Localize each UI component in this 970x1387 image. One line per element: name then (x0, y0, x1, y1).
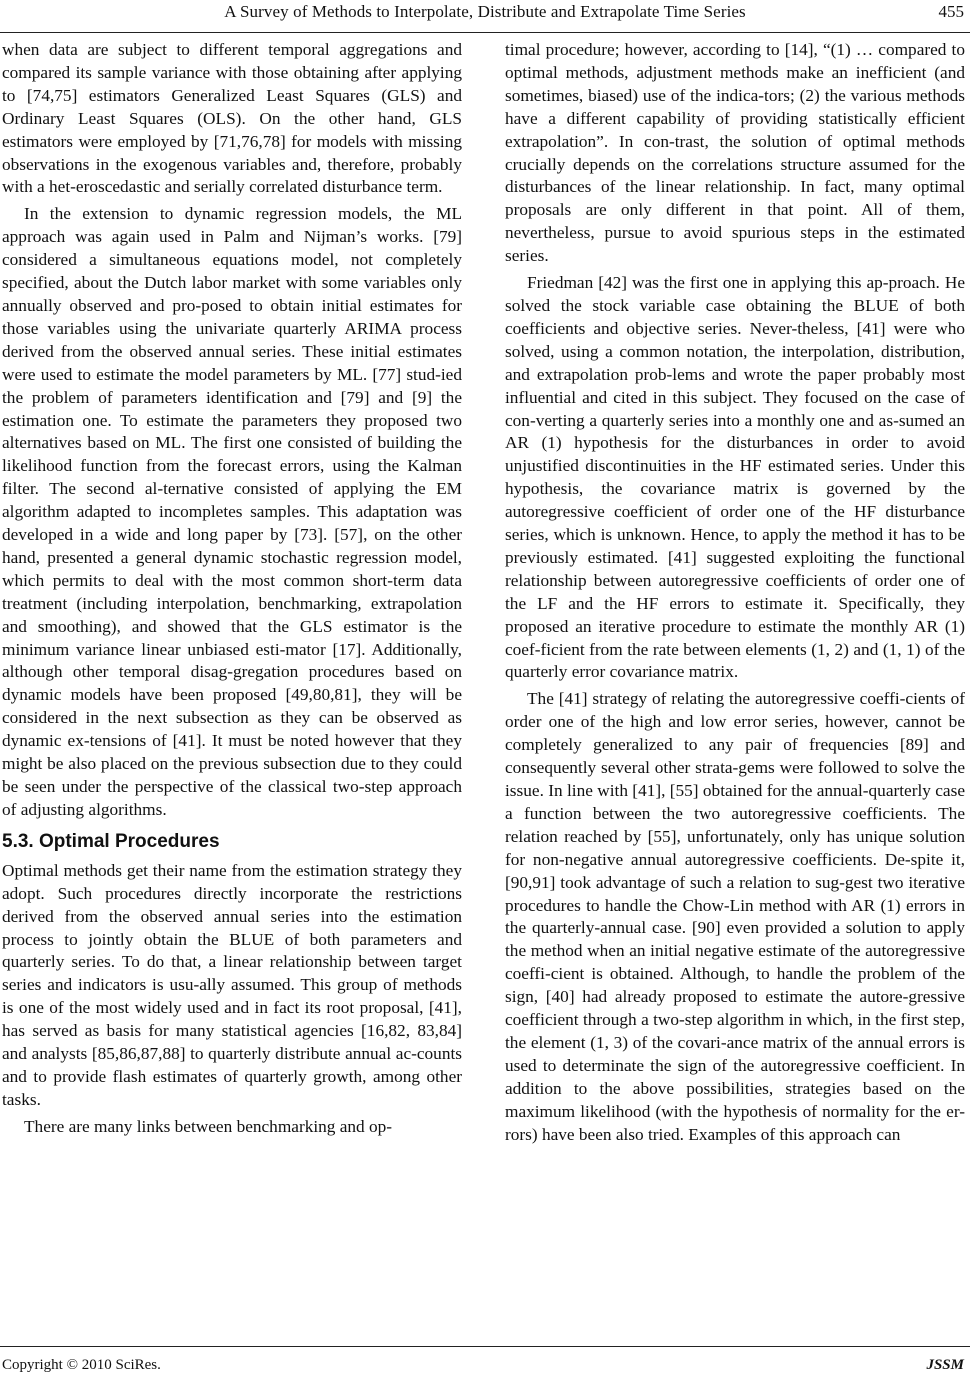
left-column (2, 39, 462, 1139)
right-column (505, 39, 965, 1147)
journal-abbreviation: JSSM (926, 1357, 964, 1373)
paragraph: Friedman [42] was the first one in applying this ap-proach. He solved the stock variable case obtaining the BLUE of both coefficients and objective series. Never-theless, [41] were who solved, using a common notation, the interpolation, distribution, and extrapolation prob-lems and wrote the paper probably most influential and cited in this subject. They focused on the case of con-verting a quarterly series into a monthly one and as-sumed an AR (1) hypothesis for the disturbances in order to avoid unjustified discontinuities in the HF estimated series. Under this hypothesis, the covariance matrix is governed by the autoregressive coefficient of order one of the HF disturbance series, which is unknown. Hence, to apply the method it has to be previously estimated. [41] suggested exploiting the functional relationship between autoregressive coefficients of order one of the LF and the HF errors to estimate it. Specifically, they proposed an iterative procedure to estimate the monthly AR (1) coef-ficient from the rate between elements (1, 2) and (1, 1) of the quarterly error covariance matrix. (505, 273, 965, 682)
paragraph: In the extension to dynamic regression models, the ML approach was again used in Palm and Nijman’s works. [79] considered a simultaneous equations model, not completely specified, about the Dutch labor market with some variables only annually observed and pro-posed to obtain initial estimates for those variables using the univariate quarterly ARIMA process derived from the observed annual series. These initial estimates were used to estimate the model parameters by ML. [77] stud-ied the problem of parameters identification and [79] and [9] the estimation one. To estimate the parameters they proposed two alternatives based on ML. The first one consisted of building the likelihood function from the forecast errors, using the Kalman filter. The second al-ternative consisted of applying the EM algorithm adapted to incompletes samples. This adaptation was developed in a wide and long paper by [73]. [57], on the other hand, presented a general dynamic stochastic regression model, which permits to deal with the most common short-term data treatment (including interpolation, benchmarking, extrapolation and smoothing), and showed that the GLS estimator is the minimum variance linear unbiased esti-mator [17]. Additionally, although other temporal disag-gregation procedures based on dynamic models have been proposed [49,80,81], they will be considered in the next subsection as they can be observed as dynamic ex-tensions of [41]. It must be noted however that they might be also placed on the previous subsection due to they could be seen under the perspective of the classical two-step approach of adjusting algorithms. (2, 204, 462, 819)
paragraph: timal procedure; however, according to [14], “(1) … compared to optimal methods, adjustment methods make an inefficient (and sometimes, biased) use of the indica-tors; (2) the various methods have a different capability of providing statistically efficient extrapolation”. In con-trast, the solution of optimal methods crucially depends on the correlations structure assumed for the disturbances of the linear relationship. In fact, many optimal proposals are only different in that point. All of them, nevertheless, pursue to avoid spurious steps in the estimated series. (505, 40, 965, 266)
running-title: A Survey of Methods to Interpolate, Distribute and Extrapolate Time Series (224, 2, 746, 21)
page-header (0, 0, 970, 33)
paragraph: The [41] strategy of relating the autoregressive coeffi-cients of order one of the high and low error series, however, cannot be completely generalized to any pair of frequencies [89] and consequently several other strata-gems were followed to solve the issue. In line with [41], [55] obtained for the annual-quarterly case a function between the two autoregressive coefficients. The relation reached by [55], unfortunately, only has unique solution for non-negative annual autoregressive coefficients. De-spite it, [90,91] took advantage of such a relation to sug-gest two iterative procedures to handle the Chow-Lin method with AR (1) errors in the quarterly-annual case. [90] even provided a solution to apply the method when an initial negative estimate of the autoregressive coeffi-cient is obtained. Although, to handle the problem of the sign, [40] had already proposed to estimate the autore-gressive coefficient through a two-step algorithm in which, in the first step, the element (1, 3) of the covari-ance matrix of the annual errors is used to determinate the sign of the autoregressive coefficient. In addition to the above possibilities, strategies based on the maximum likelihood (with the hypothesis of normality for the er-rors) have been also tried. Examples of this approach can (505, 689, 965, 1144)
copyright-notice: Copyright © 2010 SciRes. (2, 1357, 161, 1373)
page-number: 455 (938, 2, 964, 21)
paragraph: There are many links between benchmarking and op- (24, 1116, 393, 1136)
paragraph: Optimal methods get their name from the estimation strategy they adopt. Such procedures directly incorporate the restrictions derived from the observed annual series into the estimation process to jointly obtain the BLUE of both parameters and quarterly series. To do that, a linear relationship between target series and indicators is usu-ally assumed. This group of methods is one of the most widely used and in fact its root proposal, [41], has served as basis for many statistical agencies [16,82, 83,84] and analysts [85,86,87,88] to quarterly distribute annual ac-counts and to provide flash estimates of quarterly growth, among other tasks. (2, 860, 462, 1109)
paragraph: when data are subject to different temporal aggregations and compared its sample variance with those obtaining after applying to [74,75] estimators Generalized Least Squares (GLS) and Ordinary Least Squares (OLS). On the other hand, GLS estimators were employed by [71,76,78] for models with missing observations in the exogenous variables and, therefore, probably with a het-eroscedastic and serially correlated disturbance term. (2, 40, 462, 197)
section-heading: 5.3. Optimal Procedures (2, 830, 220, 852)
page-footer (0, 1346, 970, 1387)
